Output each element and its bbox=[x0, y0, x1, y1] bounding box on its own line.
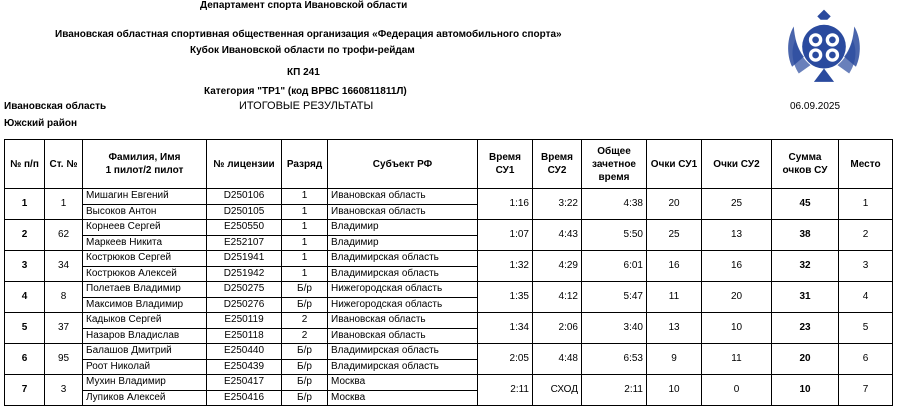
pilot-2-region: Ивановская область bbox=[328, 204, 478, 220]
col-header: Фамилия, Имя 1 пилот/2 пилот bbox=[83, 140, 207, 189]
start-number: 95 bbox=[45, 344, 83, 375]
pilot-2-license: D250105 bbox=[207, 204, 282, 220]
points-sum: 20 bbox=[772, 344, 839, 375]
pilot-2-license: D251942 bbox=[207, 266, 282, 282]
points-su2: 16 bbox=[702, 251, 772, 282]
federation-logo bbox=[782, 8, 866, 92]
col-header: № лицензии bbox=[207, 140, 282, 189]
department-title: Департамент спорта Ивановской области bbox=[200, 0, 408, 11]
points-su2: 25 bbox=[702, 189, 772, 220]
total-time: 4:38 bbox=[582, 189, 647, 220]
pilot-1-license: E250119 bbox=[207, 313, 282, 329]
total-time: 6:01 bbox=[582, 251, 647, 282]
col-header: Субъект РФ bbox=[328, 140, 478, 189]
points-su2: 10 bbox=[702, 313, 772, 344]
pilot-1-license: D250275 bbox=[207, 282, 282, 298]
points-sum: 31 bbox=[772, 282, 839, 313]
pilot-1-name: Кострюков Сергей bbox=[83, 251, 207, 267]
points-sum: 23 bbox=[772, 313, 839, 344]
time-su2: СХОД bbox=[533, 375, 582, 406]
pilot-1-name: Полетаев Владимир bbox=[83, 282, 207, 298]
time-su1: 1:07 bbox=[478, 220, 533, 251]
points-su1: 20 bbox=[647, 189, 702, 220]
time-su1: 2:05 bbox=[478, 344, 533, 375]
results-table bbox=[4, 139, 893, 406]
report-date: 06.09.2025 bbox=[790, 101, 841, 112]
pilot-2-region: Нижегородская область bbox=[328, 297, 478, 313]
pilot-2-license: E250416 bbox=[207, 390, 282, 406]
table-row bbox=[5, 189, 893, 205]
pilot-2-region: Владимирская область bbox=[328, 266, 478, 282]
place: 6 bbox=[839, 344, 893, 375]
time-su1: 1:35 bbox=[478, 282, 533, 313]
start-number: 1 bbox=[45, 189, 83, 220]
results-title: ИТОГОВЫЕ РЕЗУЛЬТАТЫ bbox=[239, 100, 374, 112]
place: 2 bbox=[839, 220, 893, 251]
col-header: Место bbox=[839, 140, 893, 189]
table-row bbox=[5, 344, 893, 360]
pilot-1-region: Нижегородская область bbox=[328, 282, 478, 298]
total-time: 5:47 bbox=[582, 282, 647, 313]
start-number: 3 bbox=[45, 375, 83, 406]
pilot-1-name: Мухин Владимир bbox=[83, 375, 207, 391]
pilot-2-region: Владимир bbox=[328, 235, 478, 251]
col-header: Время СУ1 bbox=[478, 140, 533, 189]
points-su1: 16 bbox=[647, 251, 702, 282]
kp-title: КП 241 bbox=[287, 67, 320, 78]
pilot-1-license: D250106 bbox=[207, 189, 282, 205]
col-header: Очки СУ2 bbox=[702, 140, 772, 189]
pilot-2-name: Роот Николай bbox=[83, 359, 207, 375]
time-su2: 4:12 bbox=[533, 282, 582, 313]
place: 1 bbox=[839, 189, 893, 220]
row-number: 6 bbox=[5, 344, 45, 375]
start-number: 8 bbox=[45, 282, 83, 313]
pilot-1-rank: 1 bbox=[282, 251, 328, 267]
col-header: Ст. № bbox=[45, 140, 83, 189]
row-number: 7 bbox=[5, 375, 45, 406]
pilot-1-region: Владимирская область bbox=[328, 251, 478, 267]
start-number: 37 bbox=[45, 313, 83, 344]
place: 7 bbox=[839, 375, 893, 406]
total-time: 2:11 bbox=[582, 375, 647, 406]
pilot-1-name: Корнеев Сергей bbox=[83, 220, 207, 236]
region-label: Ивановская область bbox=[4, 101, 107, 112]
pilot-1-rank: 1 bbox=[282, 189, 328, 205]
points-su1: 25 bbox=[647, 220, 702, 251]
time-su2: 4:48 bbox=[533, 344, 582, 375]
pilot-2-license: E250118 bbox=[207, 328, 282, 344]
points-sum: 10 bbox=[772, 375, 839, 406]
total-time: 3:40 bbox=[582, 313, 647, 344]
row-number: 2 bbox=[5, 220, 45, 251]
pilot-1-region: Ивановская область bbox=[328, 313, 478, 329]
place: 5 bbox=[839, 313, 893, 344]
points-su1: 11 bbox=[647, 282, 702, 313]
pilot-1-region: Владимирская область bbox=[328, 344, 478, 360]
pilot-1-region: Москва bbox=[328, 375, 478, 391]
pilot-1-region: Ивановская область bbox=[328, 189, 478, 205]
col-header: Сумма очков СУ bbox=[772, 140, 839, 189]
total-time: 6:53 bbox=[582, 344, 647, 375]
pilot-2-name: Маркеев Никита bbox=[83, 235, 207, 251]
col-header: № п/п bbox=[5, 140, 45, 189]
start-number: 62 bbox=[45, 220, 83, 251]
time-su2: 3:22 bbox=[533, 189, 582, 220]
organization-title: Ивановская областная спортивная общественная организация «Федерация автомобильного спорта» bbox=[55, 29, 562, 40]
pilot-2-rank: Б/р bbox=[282, 359, 328, 375]
pilot-2-rank: 1 bbox=[282, 266, 328, 282]
pilot-2-license: D250276 bbox=[207, 297, 282, 313]
pilot-1-rank: Б/р bbox=[282, 375, 328, 391]
row-number: 5 bbox=[5, 313, 45, 344]
pilot-1-region: Владимир bbox=[328, 220, 478, 236]
points-su1: 13 bbox=[647, 313, 702, 344]
pilot-1-license: E250417 bbox=[207, 375, 282, 391]
table-row bbox=[5, 251, 893, 267]
pilot-2-name: Лупиков Алексей bbox=[83, 390, 207, 406]
pilot-1-license: D251941 bbox=[207, 251, 282, 267]
pilot-1-rank: Б/р bbox=[282, 282, 328, 298]
pilot-2-name: Высоков Антон bbox=[83, 204, 207, 220]
pilot-1-rank: 1 bbox=[282, 220, 328, 236]
district-label: Южский район bbox=[4, 118, 77, 129]
pilot-2-name: Назаров Владислав bbox=[83, 328, 207, 344]
pilot-1-name: Балашов Дмитрий bbox=[83, 344, 207, 360]
row-number: 4 bbox=[5, 282, 45, 313]
table-row bbox=[5, 220, 893, 236]
total-time: 5:50 bbox=[582, 220, 647, 251]
time-su2: 4:43 bbox=[533, 220, 582, 251]
pilot-2-rank: Б/р bbox=[282, 297, 328, 313]
row-number: 1 bbox=[5, 189, 45, 220]
points-su2: 20 bbox=[702, 282, 772, 313]
start-number: 34 bbox=[45, 251, 83, 282]
col-header: Разряд bbox=[282, 140, 328, 189]
pilot-2-region: Ивановская область bbox=[328, 328, 478, 344]
table-row bbox=[5, 313, 893, 329]
pilot-2-name: Кострюков Алексей bbox=[83, 266, 207, 282]
time-su1: 2:11 bbox=[478, 375, 533, 406]
table-row bbox=[5, 375, 893, 391]
pilot-1-name: Кадыков Сергей bbox=[83, 313, 207, 329]
points-su2: 13 bbox=[702, 220, 772, 251]
time-su1: 1:16 bbox=[478, 189, 533, 220]
col-header: Время СУ2 bbox=[533, 140, 582, 189]
pilot-2-rank: Б/р bbox=[282, 390, 328, 406]
time-su2: 4:29 bbox=[533, 251, 582, 282]
pilot-2-license: E250439 bbox=[207, 359, 282, 375]
col-header: Общее зачетное время bbox=[582, 140, 647, 189]
place: 3 bbox=[839, 251, 893, 282]
pilot-1-license: E250550 bbox=[207, 220, 282, 236]
table-header-row bbox=[5, 140, 893, 189]
col-header: Очки СУ1 bbox=[647, 140, 702, 189]
pilot-2-rank: 2 bbox=[282, 328, 328, 344]
points-su1: 9 bbox=[647, 344, 702, 375]
cup-title: Кубок Ивановской области по трофи-рейдам bbox=[190, 45, 415, 56]
points-sum: 38 bbox=[772, 220, 839, 251]
pilot-1-name: Мишагин Евгений bbox=[83, 189, 207, 205]
place: 4 bbox=[839, 282, 893, 313]
table-row bbox=[5, 282, 893, 298]
time-su1: 1:32 bbox=[478, 251, 533, 282]
pilot-1-rank: 2 bbox=[282, 313, 328, 329]
category-title: Категория "ТР1" (код ВРВС 1660811811Л) bbox=[204, 86, 407, 97]
pilot-1-license: E250440 bbox=[207, 344, 282, 360]
row-number: 3 bbox=[5, 251, 45, 282]
pilot-2-region: Москва bbox=[328, 390, 478, 406]
points-su2: 11 bbox=[702, 344, 772, 375]
pilot-2-rank: 1 bbox=[282, 204, 328, 220]
points-sum: 32 bbox=[772, 251, 839, 282]
pilot-2-license: E252107 bbox=[207, 235, 282, 251]
pilot-2-region: Владимирская область bbox=[328, 359, 478, 375]
pilot-2-rank: 1 bbox=[282, 235, 328, 251]
time-su2: 2:06 bbox=[533, 313, 582, 344]
points-su2: 0 bbox=[702, 375, 772, 406]
pilot-1-rank: Б/р bbox=[282, 344, 328, 360]
pilot-2-name: Максимов Владимир bbox=[83, 297, 207, 313]
points-su1: 10 bbox=[647, 375, 702, 406]
points-sum: 45 bbox=[772, 189, 839, 220]
time-su1: 1:34 bbox=[478, 313, 533, 344]
